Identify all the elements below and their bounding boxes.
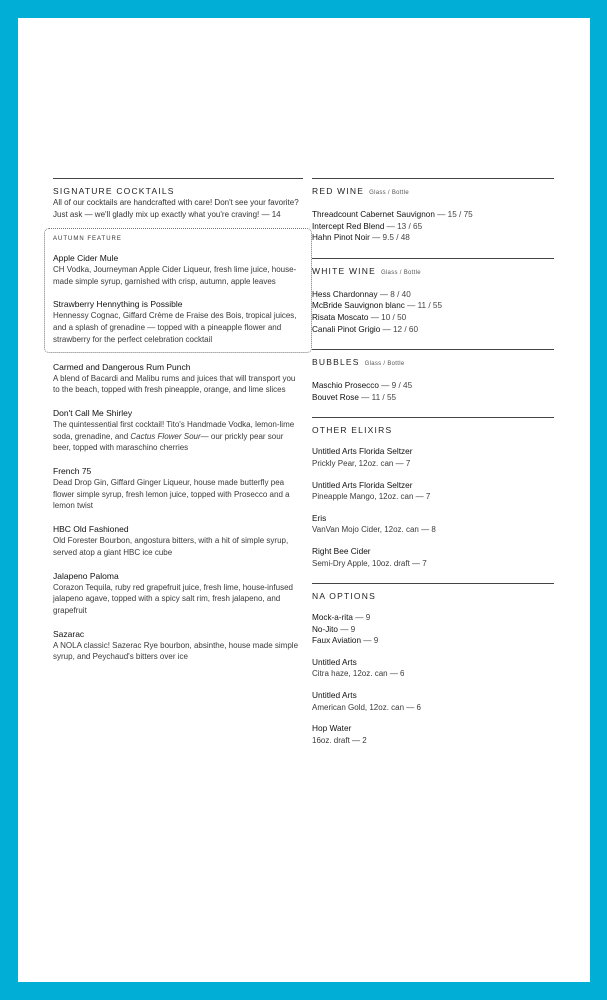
item-description: The quintessential first cocktail! Tito's Handmade Vodka, lemon-lime soda, grenadine, and Cactus Flower Sour— our prickly pear sour beer, topped with maraschino cherries <box>53 419 295 453</box>
menu-item <box>53 407 303 454</box>
drinks-column <box>312 178 554 760</box>
item-description: American Gold, 12oz. can — 6 <box>312 702 421 712</box>
item-name: Sazarac <box>53 628 85 639</box>
item-description: Citra haze, 12oz. can — 6 <box>312 669 405 679</box>
elixir-item <box>312 446 554 469</box>
wine-item: Intercept Red Blend — 13 / 65 <box>312 221 423 231</box>
na-options-section <box>312 583 554 746</box>
item-description: Prickly Pear, 12oz. can — 7 <box>312 458 411 468</box>
elixir-item <box>312 513 554 536</box>
item-name: Jalapeno Paloma <box>53 570 119 581</box>
na-options-title: NA OPTIONS <box>312 591 376 602</box>
wine-item: Maschio Prosecco — 9 / 45 <box>312 381 413 391</box>
wine-item: Risata Moscato — 10 / 50 <box>312 312 407 322</box>
signature-intro: All of our cocktails are handcrafted with care! Don't see your favorite? Just ask — we'll gladly mix up exactly what you're craving! — 14 <box>53 198 299 219</box>
wine-item: Threadcount Cabernet Sauvignon — 15 / 75 <box>312 210 473 219</box>
na-item <box>312 657 554 680</box>
wine-item: Hess Chardonnay — 8 / 40 <box>312 289 411 299</box>
item-name: Don't Call Me Shirley <box>53 407 133 418</box>
mocktail-list <box>312 612 554 647</box>
item-description: CH Vodka, Journeyman Apple Cider Liqueur, fresh lime juice, house-made simple syrup, garnished with crisp, autumn, apple leaves <box>53 265 297 286</box>
na-item <box>312 723 554 746</box>
na-item <box>312 690 554 713</box>
item-name: Untitled Arts <box>312 656 357 667</box>
item-name: Carmed and Dangerous Rum Punch <box>53 361 191 372</box>
menu-item <box>53 628 303 663</box>
menu-page <box>18 18 590 982</box>
section-divider <box>312 349 554 350</box>
section-divider <box>312 178 554 179</box>
section-divider <box>312 417 554 418</box>
wine-item: Canali Pinot Grigio — 12 / 60 <box>312 324 419 334</box>
item-name: French 75 <box>53 466 92 477</box>
mocktail-item: Mock-a-rita — 9 <box>312 613 371 623</box>
other-elixirs-title: OTHER ELIXIRS <box>312 425 393 436</box>
other-elixirs-section <box>312 417 554 569</box>
bubbles-title: BUBBLES <box>312 357 360 368</box>
item-name: Untitled Arts Florida Seltzer <box>312 446 413 457</box>
autumn-feature-box <box>44 228 312 353</box>
red-wine-section <box>312 178 554 244</box>
item-description: Corazon Tequila, ruby red grapefruit juice, fresh lime, house-infused jalapeno agave, topped with a spicy salt rim, fresh jalapeno, and grapefruit <box>53 582 293 615</box>
item-name: Untitled Arts <box>312 690 357 701</box>
item-name: Right Bee Cider <box>312 545 371 556</box>
item-name: Hop Water <box>312 723 352 734</box>
menu-item <box>53 361 303 396</box>
item-description: A NOLA classic! Sazerac Rye bourbon, absinthe, house made simple syrup, and Peychaud's bitters over ice <box>53 640 299 662</box>
item-name: Strawberry Hennything is Possible <box>53 299 183 310</box>
item-description: Dead Drop Gin, Giffard Ginger Liqueur, house made butterfly pea flower simple syrup, fresh lemon juice, topped with Prosecco and a lemon twist <box>53 478 290 511</box>
elixir-item <box>312 480 554 503</box>
item-description: Old Forester Bourbon, angostura bitters, with a hit of simple syrup, served atop a giant HBC ice cube <box>53 536 289 557</box>
section-divider <box>312 258 554 259</box>
item-description: 16oz. draft — 2 <box>312 735 367 745</box>
menu-item <box>53 523 303 558</box>
item-name: Untitled Arts Florida Seltzer <box>312 479 413 490</box>
item-description: VanVan Mojo Cider, 12oz. can — 8 <box>312 525 436 535</box>
signature-cocktails-title: SIGNATURE COCKTAILS <box>53 186 175 196</box>
wine-item: Bouvet Rose — 11 / 55 <box>312 392 397 402</box>
white-wine-title: WHITE WINE <box>312 265 376 276</box>
item-description: Semi-Dry Apple, 10oz. draft — 7 <box>312 558 427 568</box>
item-name: Eris <box>312 512 327 523</box>
menu-item <box>53 252 303 287</box>
item-name: HBC Old Fashioned <box>53 524 129 535</box>
menu-item <box>53 298 303 345</box>
bubbles-section <box>312 349 554 403</box>
red-wine-subtitle: Glass / Bottle <box>369 190 409 196</box>
cocktails-column <box>53 178 303 674</box>
menu-item <box>53 570 303 617</box>
wine-item: McBride Sauvignon blanc — 11 / 55 <box>312 301 443 311</box>
bubbles-subtitle: Glass / Bottle <box>364 361 405 368</box>
autumn-feature-title: AUTUMN FEATURE <box>53 236 122 242</box>
item-description: Hennessy Cognac, Giffard Crème de Fraise des Bois, tropical juices, and a splash of grenadine — topped with a pineapple flower and strawberry for the perfect celebration cocktail <box>53 311 297 344</box>
white-wine-subtitle: Glass / Bottle <box>380 269 421 276</box>
wine-item: Hahn Pinot Noir — 9.5 / 48 <box>312 233 410 243</box>
item-name: Apple Cider Mule <box>53 253 119 263</box>
section-divider <box>53 178 303 179</box>
white-wine-section <box>312 258 554 335</box>
item-description: Pineapple Mango, 12oz. can — 7 <box>312 492 431 502</box>
mocktail-item: Faux Aviation — 9 <box>312 636 379 646</box>
elixir-item <box>312 546 554 569</box>
section-divider <box>312 583 554 584</box>
item-description: A blend of Bacardi and Malibu rums and juices that will transport you to the beach, topped with fresh pineapple, orange, and lime slices <box>53 373 296 395</box>
red-wine-title: RED WINE <box>312 186 365 196</box>
menu-item <box>53 465 303 512</box>
mocktail-item: No-Jito — 9 <box>312 624 356 634</box>
